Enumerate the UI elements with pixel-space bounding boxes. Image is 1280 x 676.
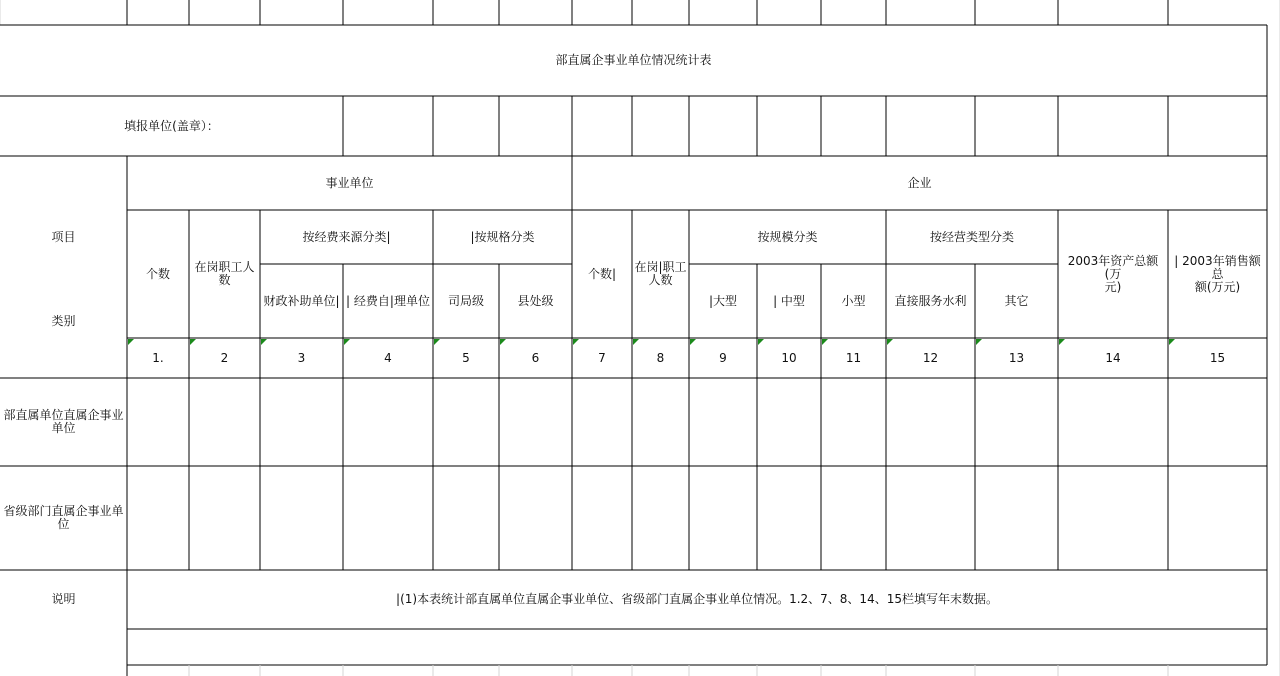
note-label: 说明 bbox=[51, 592, 76, 606]
cell-marker-icon bbox=[261, 339, 267, 345]
column-number: 1. bbox=[152, 350, 164, 365]
cell-marker-icon bbox=[887, 339, 893, 345]
header-bureau-level: 司局级 bbox=[447, 293, 484, 308]
cell-marker-icon bbox=[633, 339, 639, 345]
header-direct-water-service: 直接服务水利 bbox=[894, 293, 967, 308]
column-number: 5 bbox=[462, 350, 470, 365]
cell-marker-icon bbox=[822, 339, 828, 345]
header-staff-count: 在岗职工人 数 bbox=[194, 260, 255, 287]
fill-unit-label: 填报单位(盖章）： bbox=[124, 118, 219, 133]
cell-marker-icon bbox=[500, 339, 506, 345]
header-by-scale: 按规模分类 bbox=[757, 229, 818, 244]
column-number: 2 bbox=[220, 350, 229, 365]
column-number: 14 bbox=[1105, 350, 1121, 365]
row-label-ministry-units: 部直属单位直属企事业 单位 bbox=[3, 408, 124, 435]
header-ent-staff-count: 在岗|职工 人数 bbox=[634, 260, 687, 287]
row-label-provincial-units: 省级部门直属企事业单 位 bbox=[3, 504, 124, 531]
cell-marker-icon bbox=[690, 339, 696, 345]
header-by-grade: |按规格分类 bbox=[470, 229, 535, 244]
note-text: |(1)本表统计部直属单位直属企事业单位、省级部门直属企事业单位情况。1.2、7、8、14、15栏填写年末数据。 bbox=[396, 592, 998, 606]
header-by-funding-source: 按经费来源分类| bbox=[302, 229, 391, 244]
header-small: 小型 bbox=[841, 293, 866, 308]
header-count: 个数 bbox=[145, 266, 170, 281]
header-enterprise: 企业 bbox=[907, 175, 932, 190]
column-number: 6 bbox=[531, 350, 540, 365]
header-ent-count: 个数| bbox=[587, 266, 617, 281]
cell-marker-icon bbox=[976, 339, 982, 345]
header-county-level: 县处级 bbox=[517, 293, 554, 308]
cell-marker-icon bbox=[344, 339, 350, 345]
cell-marker-icon bbox=[128, 339, 134, 345]
cell-marker-icon bbox=[758, 339, 764, 345]
cell-marker-icon bbox=[573, 339, 579, 345]
header-total-assets-2003: 2003年资产总额(万 元) bbox=[1067, 253, 1159, 294]
cell-marker-icon bbox=[434, 339, 440, 345]
column-number: 15 bbox=[1209, 350, 1226, 365]
cell-marker-icon bbox=[1059, 339, 1065, 345]
header-medium: | 中型 bbox=[773, 293, 805, 308]
column-number: 3 bbox=[297, 350, 306, 365]
header-by-business-type: 按经营类型分类 bbox=[929, 229, 1014, 244]
sheet-title: 部直属企事业单位情况统计表 bbox=[555, 53, 712, 67]
column-number: 10 bbox=[781, 350, 797, 365]
column-number: 11 bbox=[845, 350, 862, 365]
column-number: 12 bbox=[922, 350, 939, 365]
header-large: |大型 bbox=[708, 293, 738, 308]
header-other: 其它 bbox=[1004, 293, 1029, 308]
header-total-sales-2003: | 2003年销售额总 额(万元) bbox=[1174, 253, 1261, 294]
cell-marker-icon bbox=[190, 339, 196, 345]
column-number: 13 bbox=[1008, 350, 1025, 365]
header-public-institution: 事业单位 bbox=[325, 175, 374, 190]
column-number: 7 bbox=[598, 350, 606, 365]
column-number: 4 bbox=[384, 350, 392, 365]
header-fiscal-subsidy: 财政补助单位| bbox=[263, 293, 340, 308]
cell-marker-icon bbox=[1169, 339, 1175, 345]
column-number: 9 bbox=[719, 350, 727, 365]
header-category: 类别 bbox=[51, 313, 76, 328]
header-item: 项目 bbox=[51, 229, 76, 244]
column-number: 8 bbox=[656, 350, 665, 365]
header-self-funded: | 经费自|理单位 bbox=[346, 293, 430, 308]
